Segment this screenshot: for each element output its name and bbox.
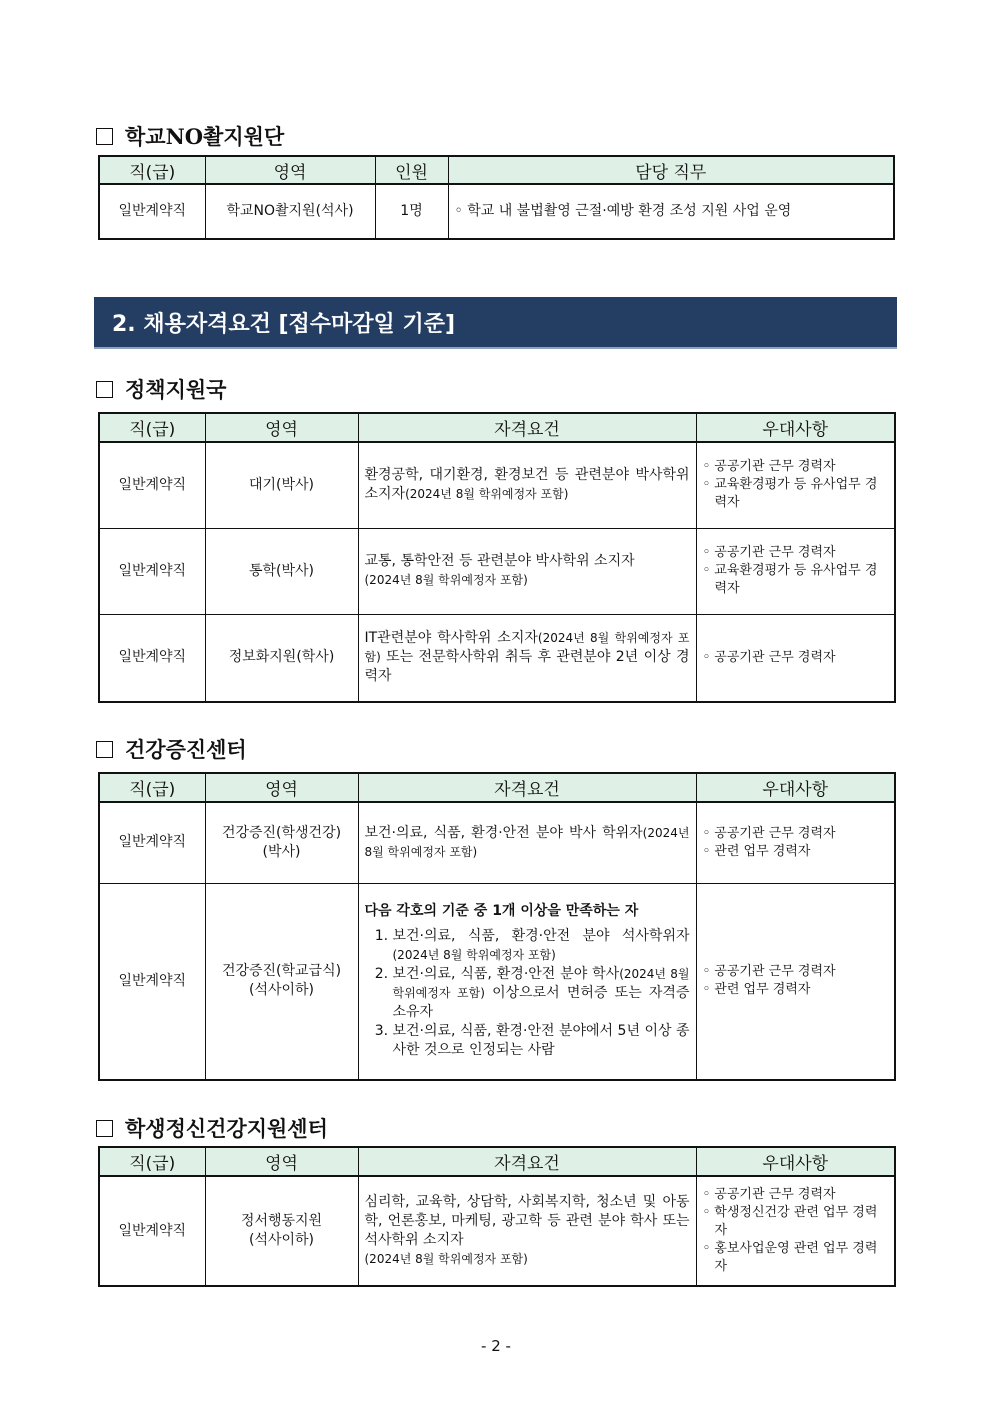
- cell-grade: 일반계약직: [99, 802, 205, 883]
- cell-requirement: 보건·의료, 식품, 환경·안전 분야 박사 학위자(2024년 8월 학위예정자 포함): [358, 802, 696, 883]
- criteria-list: [365, 927, 690, 1060]
- cell-area: 학교NO촬지원(석사): [205, 184, 375, 239]
- header-area: 영역: [205, 156, 375, 184]
- table-row: [99, 184, 894, 239]
- cell-requirement: 심리학, 교육학, 상담학, 사회복지학, 청소년 및 아동학, 언론홍보, 마케팅, 광고학 등 관련 분야 학사 또는 석사학위 소지자 (2024년 8월 학위예정자 포함): [358, 1176, 696, 1286]
- table-row: [99, 1176, 895, 1286]
- cell-preference: ◦ 공공기관 근무 경력자 ◦ 교육환경평가 등 유사업무 경력자: [696, 528, 895, 614]
- table-health: [98, 772, 896, 1081]
- header-preference: 우대사항: [696, 773, 895, 802]
- table-row: [99, 802, 895, 883]
- header-area: 영역: [205, 413, 358, 442]
- header-grade: 직(급): [99, 1147, 205, 1176]
- cell-grade: 일반계약직: [99, 614, 205, 702]
- cell-requirement: IT관련분야 학사학위 소지자(2024년 8월 학위예정자 포함) 또는 전문학사학위 취득 후 관련분야 2년 이상 경력자: [358, 614, 696, 702]
- cell-count: 1명: [375, 184, 448, 239]
- checkbox-square-icon: [96, 741, 113, 758]
- checkbox-square-icon: [96, 1120, 113, 1137]
- header-area: 영역: [205, 773, 358, 802]
- table-mental-health: [98, 1146, 896, 1287]
- cell-area: 대기(박사): [205, 442, 358, 528]
- cell-area: 건강증진(학교급식) (석사이하): [205, 883, 358, 1080]
- cell-preference: ◦ 공공기관 근무 경력자 ◦ 관련 업무 경력자: [696, 883, 895, 1080]
- checkbox-square-icon: [96, 128, 113, 145]
- cell-grade: 일반계약직: [99, 528, 205, 614]
- list-item: 1. 보건·의료, 식품, 환경·안전 분야 석사학위자(2024년 8월 학위예정자 포함): [393, 927, 690, 965]
- cell-area: 정보화지원(학사): [205, 614, 358, 702]
- header-grade: 직(급): [99, 156, 205, 184]
- cell-area: 건강증진(학생건강) (박사): [205, 802, 358, 883]
- cell-duty: ◦ 학교 내 불법촬영 근절·예방 환경 조성 지원 사업 운영: [448, 184, 894, 239]
- cell-preference: ◦ 공공기관 근무 경력자 ◦ 학생정신건강 관련 업무 경력자 ◦ 홍보사업운영 관련 업무 경력자: [696, 1176, 895, 1286]
- cell-requirement: 교통, 통학안전 등 관련분야 박사학위 소지자 (2024년 8월 학위예정자 포함): [358, 528, 696, 614]
- cell-preference: ◦ 공공기관 근무 경력자 ◦ 관련 업무 경력자: [696, 802, 895, 883]
- header-duty: 담당 직무: [448, 156, 894, 184]
- section-heading-policy: 정책지원국: [96, 374, 226, 404]
- header-requirement: 자격요건: [358, 1147, 696, 1176]
- cell-requirement: 다음 각호의 기준 중 1개 이상을 만족하는 자 1. 보건·의료, 식품, 환경·안전 분야 석사학위자(2024년 8월 학위예정자 포함) 2. 보건·의료, 식품, 환경·안전 분야 학사(2024년 8월 학위예정자 포함) 이상으로서 면허증 또는 자격증 소유자 3. 보건·의료, 식품, 환경·안전 분야에서 5년 이상 종사한 것으로 인정되는 사람: [358, 883, 696, 1080]
- cell-grade: 일반계약직: [99, 883, 205, 1080]
- table-row: [99, 442, 895, 528]
- section-banner: 2. 채용자격요건 [접수마감일 기준]: [94, 297, 897, 349]
- section-heading-nochwal: 학교NO촬지원단: [96, 121, 284, 151]
- cell-area: 통학(박사): [205, 528, 358, 614]
- cell-grade: 일반계약직: [99, 442, 205, 528]
- cell-area: 정서행동지원 (석사이하): [205, 1176, 358, 1286]
- section-heading-mental-health: 학생정신건강지원센터: [96, 1113, 328, 1143]
- table-row: [99, 883, 895, 1080]
- section-heading-health: 건강증진센터: [96, 734, 247, 764]
- list-item: 3. 보건·의료, 식품, 환경·안전 분야에서 5년 이상 종사한 것으로 인정되는 사람: [393, 1022, 690, 1060]
- header-requirement: 자격요건: [358, 413, 696, 442]
- header-area: 영역: [205, 1147, 358, 1176]
- cell-requirement: 환경공학, 대기환경, 환경보건 등 관련분야 박사학위 소지자(2024년 8월 학위예정자 포함): [358, 442, 696, 528]
- header-requirement: 자격요건: [358, 773, 696, 802]
- table-policy: [98, 412, 896, 703]
- checkbox-square-icon: [96, 381, 113, 398]
- header-preference: 우대사항: [696, 413, 895, 442]
- page-number: - 2 -: [481, 1337, 511, 1355]
- header-preference: 우대사항: [696, 1147, 895, 1176]
- cell-preference: ◦ 공공기관 근무 경력자: [696, 614, 895, 702]
- cell-grade: 일반계약직: [99, 184, 205, 239]
- table-row: [99, 528, 895, 614]
- table-row: [99, 614, 895, 702]
- header-grade: 직(급): [99, 773, 205, 802]
- list-item: 2. 보건·의료, 식품, 환경·안전 분야 학사(2024년 8월 학위예정자 포함) 이상으로서 면허증 또는 자격증 소유자: [393, 965, 690, 1022]
- header-grade: 직(급): [99, 413, 205, 442]
- table-nochwal: [98, 155, 895, 240]
- cell-grade: 일반계약직: [99, 1176, 205, 1286]
- header-count: 인원: [375, 156, 448, 184]
- cell-preference: ◦ 공공기관 근무 경력자 ◦ 교육환경평가 등 유사업무 경력자: [696, 442, 895, 528]
